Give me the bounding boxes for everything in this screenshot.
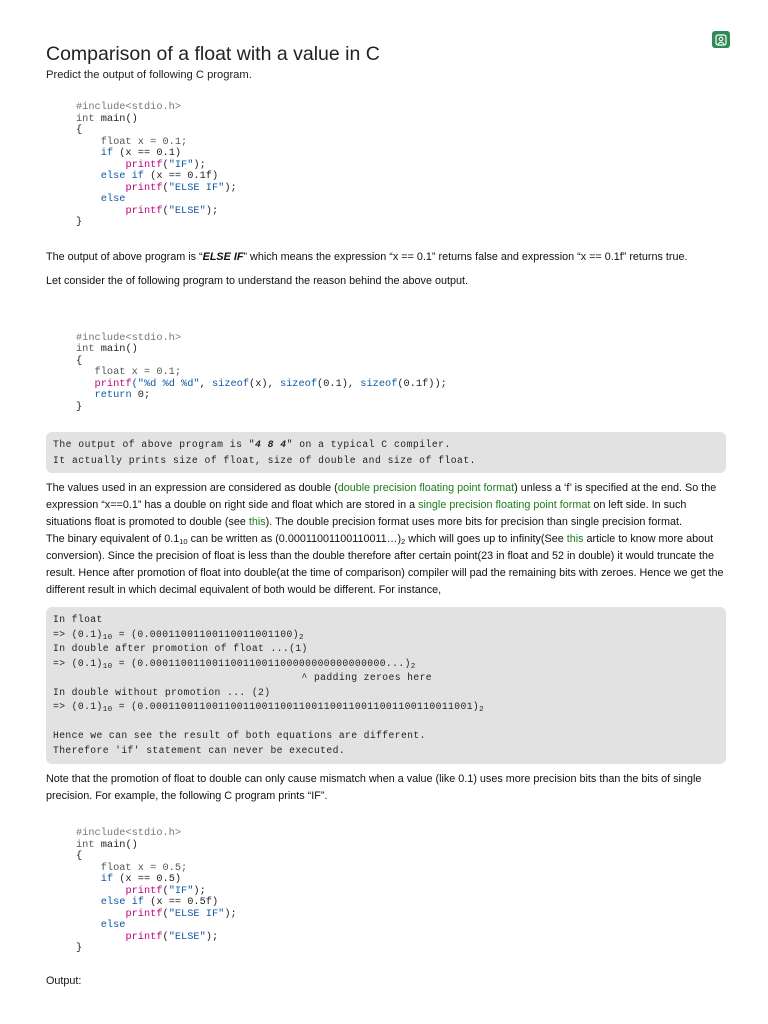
output-note-box: The output of above program is "4 8 4" on a typical C compiler. It actually prints size of float, size of double and size of float. (46, 432, 726, 473)
link-double-precision[interactable]: double precision floating point format (337, 482, 515, 494)
code-block-2: #include<stdio.h> int main() { float x = 0.1; printf("%d %d %d", sizeof(x), sizeof(0.1), sizeof(0.1f)); return 0; } (76, 331, 447, 413)
page-title: Comparison of a float with a value in C (46, 43, 380, 65)
link-single-precision[interactable]: single precision floating point format (418, 499, 591, 511)
code-block-1: #include<stdio.h> int main() { float x = 0.1; if (x == 0.1) printf("IF"); else if (x == 0.1f) printf("ELSE IF"); else printf("ELSE"); } (76, 101, 237, 228)
paragraph-intro: Let consider the of following program to understand the reason behind the above output. (46, 274, 468, 287)
article (46, 42, 726, 990)
link-this-promotion[interactable]: this (248, 516, 266, 528)
paragraph-output: The output of above program is “ELSE IF” which means the expression “x == 0.1” returns false and expression “x == 0.1f” returns true. (46, 250, 688, 263)
paragraph-note: Note that the promotion of float to double can only cause mismatch when a value (like 0.1) uses more precision bits than the bits of single precision. For example, the following C program prints “IF”. (46, 773, 702, 802)
code-block-3: #include<stdio.h> int main() { float x = 0.5; if (x == 0.5) printf("IF"); else if (x == 0.5f) printf("ELSE IF"); else printf("ELSE"); } (76, 827, 237, 954)
link-this-conversion[interactable]: this (566, 533, 584, 545)
binary-comparison-box: In float => $(0.1)_{10} = (0.00011001100110011001100)_2$ In double after promotion of float ...(1) => $(0.1)_{10} = (0.00011001100110011001100000000000000000...)_2$ ^ padding zeroes here In double without promotion ... (2) => $(0.1)_{10} = (0.0001100110011001100110011001100110011001100110011001)_2$ Hence we can see the result of both equations are different. Therefore 'if' statement can never be executed. (46, 607, 726, 764)
paragraph-explanation: The values used in an expression are considered as double (double precision floating point format) unless a ‘f’ is specified at the end. So the expression “x==0.1” has a double on right side and float which are stored in a single precision floating point format on left side. In such situations float is promoted to double (see this). The double precision format uses more bits for precision than single precision format. The binary equivalent of $0.1_{10}$ can be written as $(0.00011001100110011\dots)_2$ which will goes up to infinity(See this article to know more about conversion). Since the precision of float is less than the double therefore after certain point(23 in float and 52 in double) it would truncate the result. Hence after promotion of float into double(at the time of comparison) compiler will pad the remaining bits with zeroes. Hence we get the different result in which decimal equivalent of both would be different. For instance, (46, 482, 724, 596)
output-label: Output: (46, 974, 82, 987)
page-subtitle: Predict the output of following C program. (46, 69, 252, 81)
